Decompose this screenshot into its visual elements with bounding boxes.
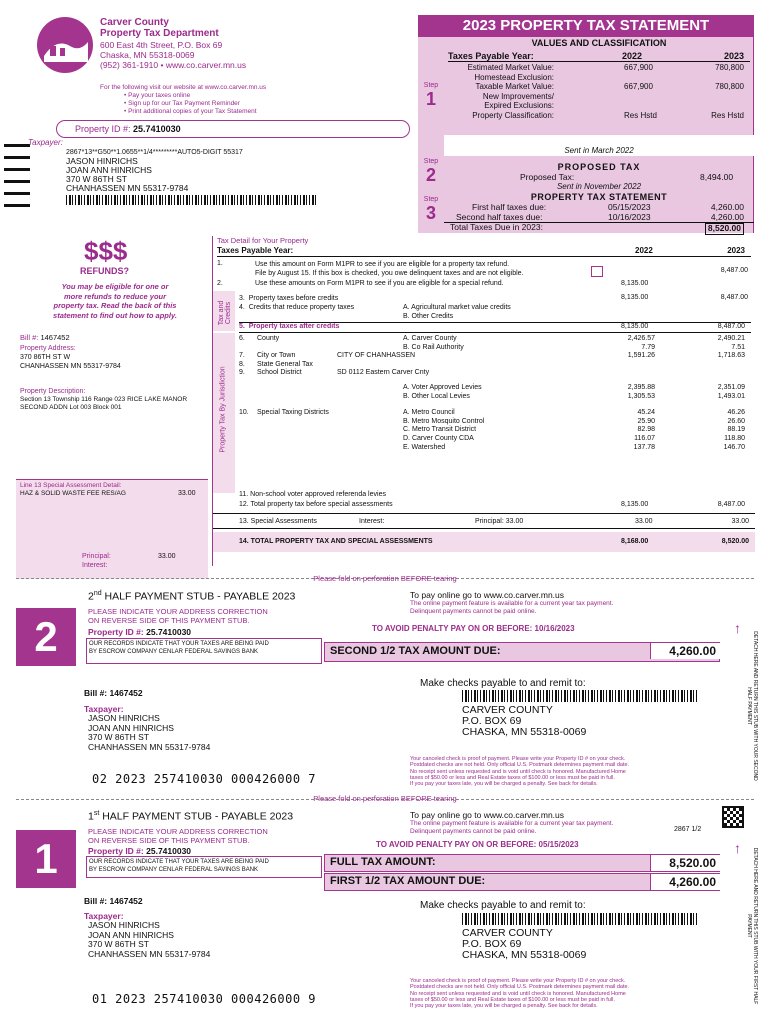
step-number: 3 [425, 203, 436, 223]
fine-line: taxes of $50.00 or less and Real Estate taxes of $100.00 or less must be paid in full. [410, 996, 615, 1003]
principal-amt: 33.00 [158, 553, 176, 560]
juris-v1: 137.78 [633, 443, 655, 451]
tp-line: JASON HINRICHS [88, 713, 160, 723]
qr-code-icon [722, 806, 744, 828]
values-table [444, 49, 754, 135]
stub2-pid-label: Property ID #: [88, 627, 144, 637]
step-label: Step [423, 82, 439, 89]
line-3-v2: 8,487.00 [720, 294, 748, 301]
line-1b: File by August 15. If this box is checked, you owe delinquent taxes and are not eligible. [255, 270, 524, 277]
first-half-date: 05/15/2023 [608, 202, 651, 212]
credits-sub [403, 303, 511, 321]
stub2-title-sup: nd [93, 590, 102, 597]
stub1-remit-barcode [462, 913, 698, 925]
fine-line: taxes of $50.00 or less and Real Estate taxes of $100.00 or less must be paid in full. [410, 774, 615, 781]
stub1-pid-label: Property ID #: [88, 846, 144, 856]
line-4a: A. Agricultural market value credits [403, 304, 511, 311]
org-line-1: Carver County [100, 17, 169, 28]
payable-label: Taxes Payable Year: [448, 51, 534, 61]
escrow-line: OUR RECORDS INDICATE THAT YOUR TAXES ARE BEING PAID [89, 859, 269, 865]
fine-line: Postdated checks are not held. Only official U.S. Postmark determines payment mail date. [410, 984, 630, 991]
line13-item: HAZ & SOLID WASTE FEE RES/AG [20, 490, 126, 497]
refunds-line: You may be eligible for one or [61, 282, 169, 291]
juris-v2: 2,351.09 [717, 384, 745, 391]
stub2-detach [732, 620, 758, 781]
value-cur: 780,800 [715, 63, 744, 72]
value-cur: Res Hstd [711, 110, 744, 120]
taxpayer-line: CHANHASSEN MN 55317-9784 [66, 183, 189, 193]
juris-v2: 146.70 [723, 443, 745, 451]
line-4b: B. Other Credits [403, 313, 454, 320]
stub1-seq: 2867 1/2 [674, 826, 702, 833]
value-row [444, 111, 754, 120]
total-amt: 8,520.00 [705, 223, 744, 235]
remit-line: CHASKA, MN 55318-0069 [462, 726, 587, 738]
remit-line: CARVER COUNTY [462, 704, 553, 716]
county-logo [36, 16, 94, 74]
juris-num: 7. [239, 352, 245, 360]
stub2-tp-label: Taxpayer: [84, 704, 124, 714]
taxpayer-code-line: 2867*13**G50**1.0655**1/4*********AUTO5-DIGIT 55317 [66, 149, 243, 156]
value-label: Estimated Market Value: [467, 63, 554, 72]
value-label: Taxable Market Value: [475, 82, 554, 91]
fine-line: If you pay your taxes late, you will be charged a penalty. See back for details. [410, 781, 598, 788]
value-label: New Improvements/ [482, 91, 554, 101]
line-2-num: 2. [217, 280, 223, 287]
juris-v1: 1,305.53 [627, 392, 655, 400]
line-2-v1: 8,135.00 [621, 280, 649, 287]
stub1-full-label: FULL TAX AMOUNT: [330, 856, 436, 868]
juris-name: State General Tax [257, 360, 313, 368]
visit-item: • Sign up for our Tax Payment Reminder [124, 100, 240, 107]
juris-sub: A. Voter Approved Levies [403, 384, 482, 391]
stub2-scanline: 02 2023 257410030 000426000 7 [92, 772, 317, 786]
juris-v1: 116.07 [634, 435, 655, 442]
detail-title: Tax Detail for Your Property [217, 236, 309, 245]
desc-line: SECOND ADDN Lot 003 Block 001 [20, 404, 122, 411]
stub2-checks: Make checks payable to and remit to: [420, 678, 586, 689]
juris-name: Special Taxing Districts [257, 409, 329, 417]
due-schedule [444, 203, 754, 232]
line-5-row: 5. Property taxes after credits 8,135.00 8,487.00 [239, 322, 751, 333]
proposed-value: 8,494.00 [700, 172, 734, 182]
juris-row [239, 393, 751, 402]
line-14-row [213, 532, 755, 552]
stub1-bill-label: Bill #: [84, 896, 108, 906]
fold-text: Please fold on perforation BEFORE tearing [313, 574, 457, 583]
desc-line: Section 13 Township 116 Range 023 RICE LAKE MANOR [20, 396, 188, 403]
tax-statement-title: PROPERTY TAX STATEMENT [530, 192, 668, 202]
detail-year-2: 2023 [727, 246, 745, 255]
fine-line: If you pay your taxes late, you will be charged a penalty. See back for details. [410, 1003, 598, 1010]
line-12-v2: 8,487.00 [717, 501, 745, 508]
property-id-label: Property ID #: [75, 124, 131, 134]
stub1-title-num: 1 [88, 810, 94, 823]
juris-sub: E. Watershed [403, 443, 446, 451]
stub1-due-label: FIRST 1/2 TAX AMOUNT DUE: [330, 875, 486, 887]
juris-sub: CITY OF CHANHASSEN [337, 352, 416, 360]
juris-row [239, 444, 751, 453]
online-note-line: The online payment feature is available for a current year tax payment. [410, 820, 614, 827]
value-cur: 780,800 [715, 82, 744, 91]
stub1-scanline: 01 2023 257410030 000426000 9 [92, 992, 317, 1006]
line13-label: Line 13 Special Assessment Detail: [20, 482, 122, 489]
fold-text: Please fold on perforation BEFORE tearing [313, 794, 457, 803]
juris-side-label: Property Tax By Jurisdiction [219, 366, 227, 453]
stub2-due-label: SECOND 1/2 TAX AMOUNT DUE: [330, 645, 501, 657]
property-id-box [56, 120, 410, 138]
step-number: 1 [425, 89, 436, 109]
juris-sub: B. Other Local Levies [403, 392, 470, 400]
stub2-pid [88, 627, 191, 637]
stub2-escrow [86, 638, 322, 664]
stub1-tp-lines [88, 921, 210, 959]
juris-name: City or Town [257, 352, 296, 360]
line-13-row [213, 513, 755, 529]
juris-v2: 26.60 [727, 417, 745, 425]
arrow-up-icon: ↑ [734, 620, 741, 636]
bill-number [20, 333, 70, 342]
fine-line: Your canceled check is proof of payment. Please write your Property ID # on your check. [410, 978, 626, 984]
addr-note-line: ON REVERSE SIDE OF THIS PAYMENT STUB. [88, 835, 250, 845]
addr-line: 600 East 4th Street, P.O. Box 69 [100, 40, 223, 50]
stub1-remit [462, 928, 586, 961]
juris-v2: 7.51 [731, 343, 745, 351]
stub2-pay-online[interactable]: To pay online go to www.co.carver.mn.us [410, 590, 565, 600]
tp-line: CHANHASSEN MN 55317-9784 [88, 741, 211, 752]
juris-v1: 45.24 [637, 409, 655, 417]
step-label: Step [423, 158, 439, 165]
org-line-2: Property Tax Department [100, 28, 219, 39]
value-row [444, 73, 754, 82]
detail-table [212, 236, 754, 566]
stub1-due-amt: 4,260.00 [650, 874, 720, 890]
detail-payable-label: Taxes Payable Year: [217, 246, 294, 255]
juris-v2: 46.26 [727, 409, 745, 417]
taxpayer-block [66, 148, 243, 193]
visit-block [100, 84, 266, 116]
fine-line: No receipt sent unless requested and is void until check is honored. Manufactured Home [410, 990, 626, 997]
delinquent-checkbox[interactable] [591, 266, 603, 277]
desc-label: Property Description: [20, 388, 86, 395]
line-2: Use these amounts on Form M1PR to see if you are eligible for a special refund. [255, 280, 504, 287]
juris-sub: B. Metro Mosquito Control [403, 417, 485, 425]
stub1-escrow [86, 856, 322, 878]
line13-detail [20, 482, 126, 498]
visit-item: • Pay your taxes online [124, 92, 191, 99]
year-prev: 2022 [622, 51, 643, 61]
line-14-v2: 8,520.00 [721, 538, 749, 545]
value-row [444, 101, 754, 110]
stub2-penalty: TO AVOID PENALTY PAY ON OR BEFORE: 10/16/2023 [372, 624, 575, 633]
value-label: Expired Exclusions: [484, 101, 554, 110]
sent-nov: Sent in November 2022 [556, 182, 642, 191]
values-title: VALUES AND CLASSIFICATION [531, 38, 667, 48]
stub2-remit-barcode [462, 690, 698, 702]
juris-sub: B. Co Rail Authority [403, 343, 464, 351]
stub1-addr-note [88, 828, 268, 845]
remit-line: CHASKA, MN 55318-0069 [462, 949, 587, 961]
postal-barcode [66, 195, 316, 205]
stub2-due-amt: 4,260.00 [650, 643, 720, 659]
stub2-bill-label: Bill #: [84, 688, 108, 698]
second-half-date: 10/16/2023 [608, 211, 651, 222]
stub1-pid-value: 25.7410030 [146, 846, 192, 856]
tp-line: JASON HINRICHS [88, 920, 160, 930]
juris-row [239, 369, 751, 378]
stub2-online-note [410, 600, 613, 615]
value-prev: 667,900 [624, 63, 653, 72]
remit-line: CARVER COUNTY [462, 927, 553, 939]
proposed-title: PROPOSED TAX [557, 162, 641, 172]
addr-line: Chaska, MN 55318-0069 [100, 50, 195, 60]
tp-line: 370 W 86TH ST [88, 732, 149, 742]
property-id-value: 25.7410030 [133, 124, 181, 134]
line-5-v1: 8,135.00 [621, 323, 649, 330]
addr-note-line: PLEASE INDICATE YOUR ADDRESS CORRECTION [88, 827, 268, 836]
line-3-v1: 8,135.00 [621, 294, 649, 301]
line-14: 14. TOTAL PROPERTY TAX AND SPECIAL ASSESSMENTS [239, 538, 433, 545]
second-half-amt: 4,260.00 [710, 211, 744, 222]
juris-sub: D. Carver County CDA [403, 435, 474, 442]
refunds-dollars: $$$ [84, 236, 128, 266]
juris-v1: 1,591.26 [627, 352, 655, 360]
addr-note-line: ON REVERSE SIDE OF THIS PAYMENT STUB. [88, 615, 250, 625]
second-half-label: Second half taxes due: [456, 211, 543, 222]
refunds-line: more refunds to reduce your [63, 291, 167, 301]
fine-line: Postdated checks are not held. Only official U.S. Postmark determines payment mail date. [410, 762, 630, 769]
stub2-tp-lines [88, 714, 210, 752]
stub1-bill [84, 896, 143, 906]
stub2-title [88, 590, 295, 603]
line-12-v1: 8,135.00 [621, 501, 649, 508]
line-13-prin: Principal: 33.00 [475, 518, 524, 525]
proposed-label: Proposed Tax: [520, 172, 575, 182]
stub2-bill-value: 1467452 [109, 688, 143, 698]
visit-intro: For the following visit our website at www.co.carver.mn.us [100, 84, 267, 91]
value-prev: Res Hstd [624, 110, 657, 120]
juris-rows [239, 335, 751, 455]
step-3 [418, 196, 444, 224]
juris-v1: 2,426.57 [627, 335, 655, 342]
juris-v2: 118.80 [724, 435, 745, 442]
juris-num: 9. [239, 369, 245, 377]
tp-line: CHANHASSEN MN 55317-9784 [88, 948, 211, 959]
stub2-title-text: HALF PAYMENT STUB - PAYABLE 2023 [101, 590, 296, 603]
detail-year-1: 2022 [635, 246, 653, 255]
stub1-tp-label: Taxpayer: [84, 911, 124, 921]
line-4: Credits that reduce property taxes [248, 304, 355, 311]
juris-v1: 2,395.88 [627, 384, 655, 391]
fine-line: Your canceled check is proof of payment. Please write your Property ID # on your check. [410, 756, 626, 762]
taxpayer-label: Taxpayer: [28, 138, 63, 147]
juris-v2: 2,490.21 [717, 335, 745, 342]
org-name [100, 17, 219, 39]
taxpayer-line: 370 W 86TH ST [66, 174, 127, 184]
step-1 [418, 82, 444, 110]
stub2-detach-text: DETACH HERE AND RETURN THIS STUB WITH YOUR SECOND HALF PAYMENT [746, 631, 758, 781]
refunds-line: property tax. Read the back of this [53, 301, 177, 310]
line-1a: Use this amount on Form M1PR to see if you are eligible for a property tax refund. [255, 261, 510, 268]
line-5-v2: 8,487.00 [717, 323, 745, 330]
stub1-checks: Make checks payable to and remit to: [420, 900, 586, 911]
line-1-num: 1. [217, 260, 223, 267]
escrow-line: BY ESCROW COMPANY CENLAR FEDERAL SAVINGS BANK [89, 648, 259, 655]
taxpayer-line: JOAN ANN HINRICHS [66, 165, 152, 175]
value-row [444, 82, 754, 91]
stub1-title-text: HALF PAYMENT STUB - PAYABLE 2023 [99, 810, 294, 823]
stub1-detach [732, 840, 758, 1005]
line-13: 13. Special Assessments [239, 518, 317, 525]
value-label: Homestead Exclusion: [474, 72, 554, 82]
stub2-addr-note [88, 608, 268, 625]
online-note-line: Delinquent payments cannot be paid online. [410, 607, 537, 615]
juris-name: School District [257, 369, 302, 377]
value-row [444, 63, 754, 72]
step-2 [418, 158, 444, 186]
line-13-v1: 33.00 [635, 518, 653, 525]
juris-num: 6. [239, 335, 245, 342]
total-label: Total Taxes Due in 2023: [450, 222, 543, 232]
line-12: 12. Total property tax before special assessments [239, 501, 393, 508]
principal-label: Principal: [82, 553, 111, 560]
juris-sub: C. Metro Transit District [403, 426, 477, 434]
visit-item: • Print additional copies of your Tax Statement [124, 108, 257, 115]
statement-title: 2023 PROPERTY TAX STATEMENT [418, 15, 754, 37]
stub2-bill [84, 688, 143, 698]
stub1-detach-text: DETACH HERE AND RETURN THIS STUB WITH YOUR FIRST HALF PAYMENT [746, 847, 758, 1005]
juris-v2: 1,493.01 [717, 392, 745, 400]
stub1-penalty: TO AVOID PENALTY PAY ON OR BEFORE: 05/15/2023 [376, 840, 579, 849]
credits-side-label: Tax and Credits [218, 300, 232, 326]
value-prev: 667,900 [624, 82, 653, 91]
year-cur: 2023 [723, 51, 744, 61]
prop-addr-line: 370 86TH ST W [20, 354, 71, 361]
juris-v1: 25.90 [637, 417, 655, 425]
line-3: Property taxes before credits [248, 295, 339, 302]
escrow-line: OUR RECORDS INDICATE THAT YOUR TAXES ARE BEING PAID [89, 641, 269, 647]
taxpayer-line: JASON HINRICHS [66, 156, 138, 166]
credits-lines: 3. Property taxes before credits 4. Credits that reduce property taxes [239, 295, 355, 311]
juris-v2: 1,718.63 [717, 352, 745, 360]
step-number: 2 [425, 165, 436, 185]
online-note-line: Delinquent payments cannot be paid online. [410, 827, 537, 835]
stub2-remit [462, 705, 586, 738]
juris-sub: SD 0112 Eastern Carver Cnty [337, 369, 430, 377]
refunds-title: REFUNDS? [80, 266, 129, 276]
tp-line: JOAN ANN HINRICHS [88, 722, 174, 733]
addr-note-line: PLEASE INDICATE YOUR ADDRESS CORRECTION [88, 607, 268, 616]
stub1-title-sup: st [93, 810, 100, 817]
remit-line: P.O. BOX 69 [462, 938, 522, 950]
stub1-pid [88, 846, 191, 856]
stub1-pay-online[interactable]: To pay online go to www.co.carver.mn.us [410, 810, 565, 820]
value-row [444, 92, 754, 101]
stub1-bill-value: 1467452 [109, 896, 143, 906]
line-11: 11. Non-school voter approved referenda levies [239, 491, 386, 498]
stub2-title-num: 2 [88, 590, 94, 603]
juris-v2: 88.19 [727, 426, 745, 434]
first-half-amt: 4,260.00 [710, 202, 744, 212]
line-5: Property taxes after credits [248, 323, 340, 330]
tp-line: JOAN ANN HINRICHS [88, 929, 174, 940]
step-label: Step [423, 196, 439, 203]
first-half-label: First half taxes due: [472, 202, 547, 212]
juris-sub: A. Carver County [403, 335, 457, 342]
line-12-row [239, 501, 751, 511]
stub2-number-box: 2 [16, 608, 76, 666]
juris-num: 10. [239, 409, 249, 417]
line-14-v1: 8,168.00 [621, 538, 649, 545]
line-1-v2: 8,487.00 [720, 267, 748, 274]
escrow-line: BY ESCROW COMPANY CENLAR FEDERAL SAVINGS BANK [89, 866, 259, 873]
left-tick-marks [4, 144, 30, 220]
stub1-online-note [410, 820, 613, 835]
online-note-line: The online payment feature is available for a current year tax payment. [410, 600, 614, 607]
fine-line: No receipt sent unless requested and is void until check is honored. Manufactured Home [410, 768, 626, 775]
remit-line: P.O. BOX 69 [462, 715, 522, 727]
property-description [20, 388, 187, 412]
stub2-pid-value: 25.7410030 [146, 627, 192, 637]
arrow-up-icon: ↑ [734, 840, 741, 856]
stub1-number-box: 1 [16, 830, 76, 888]
line-13-int: Interest: [359, 518, 385, 525]
juris-v1: 7.79 [641, 343, 655, 351]
stub1-fine-print [410, 978, 629, 1009]
value-label: Property Classification: [472, 110, 554, 120]
bill-value: 1467452 [40, 333, 70, 342]
juris-num: 8. [239, 360, 245, 368]
line13-amt: 33.00 [178, 490, 196, 497]
line-13-v2: 33.00 [731, 518, 749, 525]
line-1 [255, 260, 524, 278]
juris-v1: 82.98 [637, 426, 655, 434]
refunds-line: statement to find out how to apply. [53, 310, 177, 320]
property-address [20, 344, 121, 371]
org-address [100, 40, 246, 70]
sent-march: Sent in March 2022 [564, 146, 634, 155]
tp-line: 370 W 86TH ST [88, 939, 149, 949]
stub1-full-amt: 8,520.00 [650, 855, 720, 871]
interest-label: Interest: [82, 562, 108, 569]
prop-addr-line: CHANHASSEN MN 55317-9784 [20, 363, 121, 370]
refunds-text [30, 282, 200, 320]
juris-name: County [257, 335, 280, 342]
prop-addr-label: Property Address: [20, 345, 76, 352]
bill-label: Bill #: [20, 333, 39, 342]
juris-sub: A. Metro Council [403, 409, 455, 417]
detail-header [217, 246, 751, 257]
stub2-fine-print [410, 756, 629, 787]
stub1-title [88, 810, 293, 823]
addr-web-link[interactable]: (952) 361-1910 • www.co.carver.mn.us [100, 60, 247, 70]
